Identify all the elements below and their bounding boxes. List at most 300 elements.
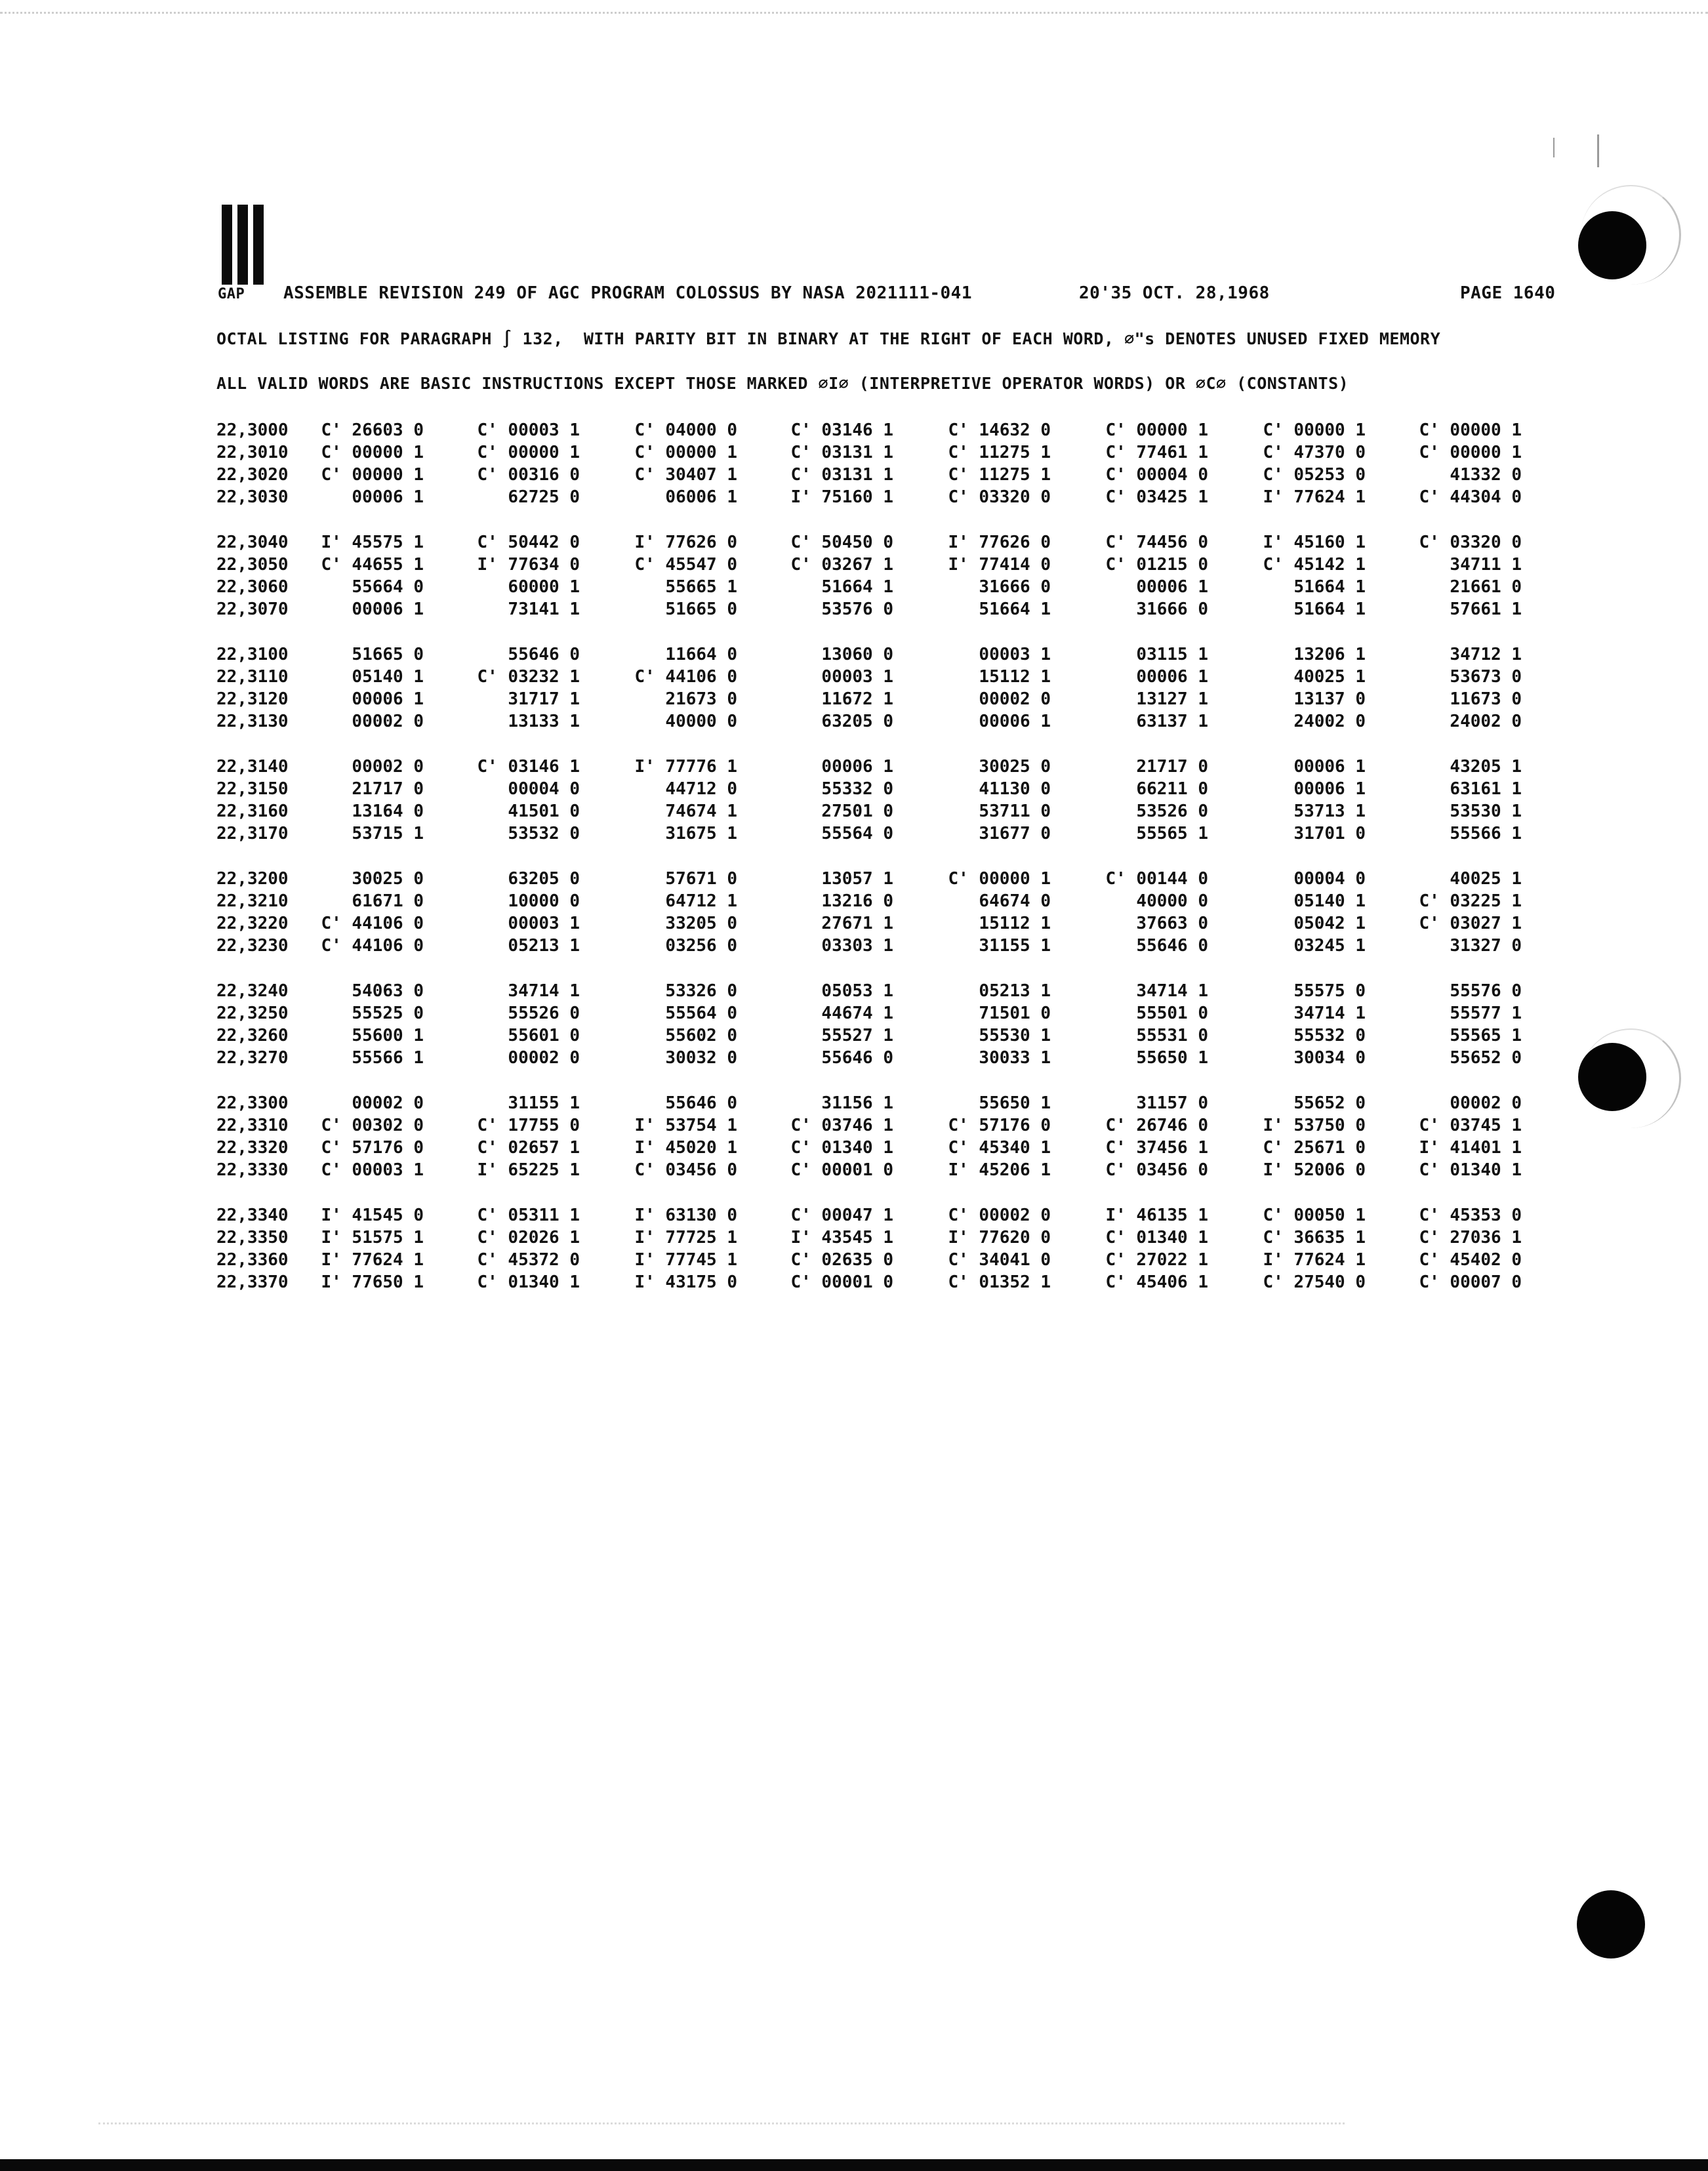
- octal-word: C' 00000 1: [1263, 420, 1366, 440]
- octal-word: 55531 0: [1136, 1026, 1208, 1045]
- octal-word: 53526 0: [1136, 801, 1208, 821]
- octal-word: 00006 1: [1136, 577, 1208, 597]
- octal-word: C' 26603 0: [321, 420, 424, 440]
- octal-word: C' 74456 0: [1105, 533, 1208, 552]
- memory-address: 22,3120: [216, 689, 289, 709]
- octal-word: 40025 1: [1450, 869, 1522, 889]
- octal-word: C' 44106 0: [321, 936, 424, 956]
- octal-word: 31666 0: [1136, 599, 1208, 619]
- octal-word: 05213 1: [508, 936, 580, 956]
- octal-word: I' 77414 0: [948, 555, 1051, 575]
- octal-word: 10000 0: [508, 891, 580, 911]
- octal-word: C' 02026 1: [477, 1228, 580, 1248]
- octal-word: 53711 0: [979, 801, 1051, 821]
- octal-word: I' 77650 1: [321, 1272, 424, 1292]
- octal-word: C' 03146 1: [477, 757, 580, 777]
- octal-word: 03303 1: [821, 936, 893, 956]
- octal-word: 41332 0: [1450, 465, 1522, 485]
- octal-word: 34714 1: [508, 981, 580, 1001]
- listing-row: [216, 487, 1568, 510]
- octal-word: 00006 1: [352, 599, 424, 619]
- octal-word: 05053 1: [821, 981, 893, 1001]
- octal-word: 51665 0: [665, 599, 737, 619]
- octal-word: I' 77620 0: [948, 1228, 1051, 1248]
- octal-word: 05042 1: [1293, 914, 1366, 933]
- octal-word: C' 37456 1: [1105, 1138, 1208, 1158]
- octal-word: 51664 1: [1293, 599, 1366, 619]
- octal-word: 21661 0: [1450, 577, 1522, 597]
- memory-address: 22,3210: [216, 891, 289, 911]
- octal-word: 55332 0: [821, 779, 893, 799]
- octal-word: 53713 1: [1293, 801, 1366, 821]
- octal-word: C' 00050 1: [1263, 1206, 1366, 1225]
- octal-word: C' 00000 1: [477, 443, 580, 462]
- octal-word: 55575 0: [1293, 981, 1366, 1001]
- octal-word: I' 45206 1: [948, 1160, 1051, 1180]
- listing-row: [216, 533, 1568, 555]
- octal-word: 30025 0: [979, 757, 1051, 777]
- octal-word: 53532 0: [508, 824, 580, 843]
- octal-word: 30034 0: [1293, 1048, 1366, 1068]
- octal-word: C' 47370 0: [1263, 443, 1366, 462]
- octal-word: C' 03225 1: [1419, 891, 1522, 911]
- memory-address: 22,3050: [216, 555, 289, 575]
- octal-word: C' 03320 0: [1419, 533, 1522, 552]
- punch-hole: [1578, 211, 1646, 279]
- octal-word: C' 00003 1: [477, 420, 580, 440]
- octal-word: C' 30407 1: [634, 465, 737, 485]
- octal-word: 55650 1: [979, 1093, 1051, 1113]
- memory-address: 22,3270: [216, 1048, 289, 1068]
- registration-bar: [237, 205, 248, 285]
- octal-word: 55646 0: [821, 1048, 893, 1068]
- octal-word: I' 77626 0: [948, 533, 1051, 552]
- octal-word: C' 36635 1: [1263, 1228, 1366, 1248]
- octal-word: 53715 1: [352, 824, 424, 843]
- listing-row: [216, 891, 1568, 914]
- octal-word: C' 00002 0: [948, 1206, 1051, 1225]
- listing-row: [216, 555, 1568, 577]
- listing-row: [216, 801, 1568, 824]
- octal-word: C' 25671 0: [1263, 1138, 1366, 1158]
- octal-word: 05140 1: [1293, 891, 1366, 911]
- header-page-label: PAGE 1640: [1460, 283, 1556, 303]
- octal-word: 31157 0: [1136, 1093, 1208, 1113]
- memory-address: 22,3220: [216, 914, 289, 933]
- octal-word: 55602 0: [665, 1026, 737, 1045]
- octal-word: 74674 1: [665, 801, 737, 821]
- listing-row: [216, 577, 1568, 599]
- octal-word: 03245 1: [1293, 936, 1366, 956]
- octal-word: 51664 1: [1293, 577, 1366, 597]
- listing-block: [216, 757, 1568, 846]
- memory-address: 22,3330: [216, 1160, 289, 1180]
- octal-word: I' 77745 1: [634, 1250, 737, 1270]
- octal-word: C' 00000 1: [634, 443, 737, 462]
- octal-word: 71501 0: [979, 1004, 1051, 1023]
- octal-word: I' 77634 0: [477, 555, 580, 575]
- octal-word: C' 05253 0: [1263, 465, 1366, 485]
- octal-word: 34711 1: [1450, 555, 1522, 575]
- octal-word: C' 44106 0: [321, 914, 424, 933]
- octal-word: 00006 1: [979, 712, 1051, 731]
- octal-word: C' 57176 0: [321, 1138, 424, 1158]
- memory-address: 22,3370: [216, 1272, 289, 1292]
- octal-word: 31155 1: [979, 936, 1051, 956]
- octal-word: 41501 0: [508, 801, 580, 821]
- memory-address: 22,3230: [216, 936, 289, 956]
- octal-word: 55565 1: [1136, 824, 1208, 843]
- header-marker: GAP: [218, 286, 245, 302]
- octal-word: 00002 0: [1450, 1093, 1522, 1113]
- octal-word: 55566 1: [1450, 824, 1522, 843]
- memory-address: 22,3130: [216, 712, 289, 731]
- listing-row: [216, 1160, 1568, 1183]
- octal-word: 13133 1: [508, 712, 580, 731]
- octal-word: C' 01340 1: [790, 1138, 893, 1158]
- octal-word: 62725 0: [508, 487, 580, 507]
- listing-block: [216, 869, 1568, 958]
- octal-word: C' 50442 0: [477, 533, 580, 552]
- punch-hole: [1578, 1043, 1646, 1111]
- octal-word: 31156 1: [821, 1093, 893, 1113]
- octal-word: 53576 0: [821, 599, 893, 619]
- registration-bar: [253, 205, 264, 285]
- octal-word: 55650 1: [1136, 1048, 1208, 1068]
- octal-word: C' 34041 0: [948, 1250, 1051, 1270]
- memory-address: 22,3060: [216, 577, 289, 597]
- octal-word: 00006 1: [1136, 667, 1208, 687]
- octal-word: C' 45353 0: [1419, 1206, 1522, 1225]
- listing-row: [216, 1272, 1568, 1295]
- octal-word: 53530 1: [1450, 801, 1522, 821]
- listing-row: [216, 689, 1568, 712]
- listing-row: [216, 981, 1568, 1004]
- memory-address: 22,3040: [216, 533, 289, 552]
- octal-word: C' 04000 0: [634, 420, 737, 440]
- listing-row: [216, 1138, 1568, 1160]
- octal-word: C' 77461 1: [1105, 443, 1208, 462]
- octal-word: 15112 1: [979, 667, 1051, 687]
- listing-block: [216, 1206, 1568, 1295]
- octal-word: C' 26746 0: [1105, 1116, 1208, 1135]
- octal-word: 55576 0: [1450, 981, 1522, 1001]
- registration-bar: [222, 205, 232, 285]
- octal-word: 00003 1: [979, 645, 1051, 664]
- octal-word: C' 03745 1: [1419, 1116, 1522, 1135]
- octal-word: I' 51575 1: [321, 1228, 424, 1248]
- octal-word: C' 00316 0: [477, 465, 580, 485]
- octal-word: 55646 0: [665, 1093, 737, 1113]
- octal-word: C' 00001 0: [790, 1272, 893, 1292]
- octal-word: 13127 1: [1136, 689, 1208, 709]
- octal-word: 61671 0: [352, 891, 424, 911]
- octal-word: 00006 1: [821, 757, 893, 777]
- octal-word: 73141 1: [508, 599, 580, 619]
- memory-address: 22,3200: [216, 869, 289, 889]
- listing-row: [216, 712, 1568, 734]
- octal-word: I' 53754 1: [634, 1116, 737, 1135]
- octal-word: C' 03131 1: [790, 465, 893, 485]
- octal-word: 00002 0: [352, 757, 424, 777]
- memory-address: 22,3260: [216, 1026, 289, 1045]
- octal-word: C' 11275 1: [948, 465, 1051, 485]
- header-timestamp: 20'35 OCT. 28,1968: [1079, 283, 1270, 303]
- memory-address: 22,3300: [216, 1093, 289, 1113]
- memory-address: 22,3020: [216, 465, 289, 485]
- octal-word: C' 01340 1: [1419, 1160, 1522, 1180]
- listing-row: [216, 914, 1568, 936]
- octal-word: C' 44304 0: [1419, 487, 1522, 507]
- octal-word: 60000 1: [508, 577, 580, 597]
- listing-row: [216, 757, 1568, 779]
- memory-address: 22,3350: [216, 1228, 289, 1248]
- octal-word: C' 57176 0: [948, 1116, 1051, 1135]
- listing-row: [216, 667, 1568, 689]
- top-edge-artifact: [0, 0, 1708, 14]
- memory-address: 22,3320: [216, 1138, 289, 1158]
- octal-word: 00002 0: [979, 689, 1051, 709]
- octal-word: 55646 0: [1136, 936, 1208, 956]
- octal-word: C' 03267 1: [790, 555, 893, 575]
- octal-word: I' 77624 1: [1263, 487, 1366, 507]
- octal-word: 34714 1: [1293, 1004, 1366, 1023]
- octal-listing: [216, 420, 1568, 1318]
- octal-word: 31717 1: [508, 689, 580, 709]
- octal-word: C' 00144 0: [1105, 869, 1208, 889]
- octal-word: C' 05311 1: [477, 1206, 580, 1225]
- octal-word: C' 00001 0: [790, 1160, 893, 1180]
- octal-word: C' 03456 0: [1105, 1160, 1208, 1180]
- octal-word: 31155 1: [508, 1093, 580, 1113]
- octal-word: C' 45402 0: [1419, 1250, 1522, 1270]
- octal-word: I' 46135 1: [1105, 1206, 1208, 1225]
- memory-address: 22,3160: [216, 801, 289, 821]
- octal-word: 31701 0: [1293, 824, 1366, 843]
- octal-word: 55564 0: [821, 824, 893, 843]
- octal-word: 31327 0: [1450, 936, 1522, 956]
- memory-address: 22,3250: [216, 1004, 289, 1023]
- octal-word: C' 01340 1: [477, 1272, 580, 1292]
- octal-word: 63137 1: [1136, 712, 1208, 731]
- octal-word: I' 77776 1: [634, 757, 737, 777]
- octal-word: 55646 0: [508, 645, 580, 664]
- octal-word: I' 45160 1: [1263, 533, 1366, 552]
- octal-word: 55664 0: [352, 577, 424, 597]
- octal-word: 63161 1: [1450, 779, 1522, 799]
- octal-word: 53326 0: [665, 981, 737, 1001]
- octal-word: 00003 1: [508, 914, 580, 933]
- octal-word: 63205 0: [821, 712, 893, 731]
- listing-row: [216, 420, 1568, 443]
- octal-word: 64712 1: [665, 891, 737, 911]
- octal-word: I' 77624 1: [321, 1250, 424, 1270]
- octal-word: 55530 1: [979, 1026, 1051, 1045]
- memory-address: 22,3010: [216, 443, 289, 462]
- scan-artifact: [1553, 138, 1555, 157]
- octal-word: 51664 1: [821, 577, 893, 597]
- octal-word: 40000 0: [665, 712, 737, 731]
- octal-word: 41130 0: [979, 779, 1051, 799]
- listing-row: [216, 465, 1568, 487]
- octal-word: C' 03425 1: [1105, 487, 1208, 507]
- octal-word: C' 03320 0: [948, 487, 1051, 507]
- octal-word: 55532 0: [1293, 1026, 1366, 1045]
- octal-word: C' 03027 1: [1419, 914, 1522, 933]
- listing-row: [216, 443, 1568, 465]
- octal-word: 51664 1: [979, 599, 1051, 619]
- octal-word: C' 14632 0: [948, 420, 1051, 440]
- listing-block: [216, 533, 1568, 622]
- listing-row: [216, 1048, 1568, 1070]
- octal-word: 55600 1: [352, 1026, 424, 1045]
- listing-row: [216, 1228, 1568, 1250]
- octal-word: I' 77624 1: [1263, 1250, 1366, 1270]
- punch-hole: [1577, 1890, 1645, 1958]
- octal-word: 11672 1: [821, 689, 893, 709]
- memory-address: 22,3030: [216, 487, 289, 507]
- bottom-edge-artifact: [98, 2119, 1345, 2124]
- octal-word: 05213 1: [979, 981, 1051, 1001]
- octal-word: 06006 1: [665, 487, 737, 507]
- memory-address: 22,3360: [216, 1250, 289, 1270]
- octal-word: I' 43175 0: [634, 1272, 737, 1292]
- octal-word: 00006 1: [352, 689, 424, 709]
- octal-word: C' 03746 1: [790, 1116, 893, 1135]
- octal-word: C' 03232 1: [477, 667, 580, 687]
- listing-block: [216, 645, 1568, 734]
- subheader-line-1: OCTAL LISTING FOR PARAGRAPH ∫ 132, WITH PARITY BIT IN BINARY AT THE RIGHT OF EACH WORD, ∅"s DENOTES UNUSED FIXED MEMORY: [216, 329, 1441, 348]
- octal-word: 11673 0: [1450, 689, 1522, 709]
- octal-word: C' 00000 1: [321, 465, 424, 485]
- octal-word: 66211 0: [1136, 779, 1208, 799]
- octal-word: 03115 1: [1136, 645, 1208, 664]
- octal-word: I' 43545 1: [790, 1228, 893, 1248]
- octal-word: 15112 1: [979, 914, 1051, 933]
- octal-word: 55564 0: [665, 1004, 737, 1023]
- octal-word: 55601 0: [508, 1026, 580, 1045]
- octal-word: C' 45372 0: [477, 1250, 580, 1270]
- octal-word: C' 01340 1: [1105, 1228, 1208, 1248]
- octal-word: 54063 0: [352, 981, 424, 1001]
- octal-word: C' 45547 0: [634, 555, 737, 575]
- scan-border: [0, 2159, 1708, 2171]
- octal-word: 55566 1: [352, 1048, 424, 1068]
- octal-word: 55565 1: [1450, 1026, 1522, 1045]
- octal-word: 13137 0: [1293, 689, 1366, 709]
- octal-word: C' 01352 1: [948, 1272, 1051, 1292]
- octal-word: 31677 0: [979, 824, 1051, 843]
- octal-word: C' 44106 0: [634, 667, 737, 687]
- octal-word: I' 63130 0: [634, 1206, 737, 1225]
- octal-word: 40025 1: [1293, 667, 1366, 687]
- octal-word: 55665 1: [665, 577, 737, 597]
- octal-word: 21717 0: [352, 779, 424, 799]
- octal-word: 00002 0: [352, 712, 424, 731]
- octal-word: 55501 0: [1136, 1004, 1208, 1023]
- listing-row: [216, 1093, 1568, 1116]
- memory-address: 22,3140: [216, 757, 289, 777]
- octal-word: 13164 0: [352, 801, 424, 821]
- octal-word: 34714 1: [1136, 981, 1208, 1001]
- octal-word: C' 00000 1: [321, 443, 424, 462]
- listing-block: [216, 420, 1568, 510]
- listing-row: [216, 1250, 1568, 1272]
- memory-address: 22,3170: [216, 824, 289, 843]
- octal-word: 37663 0: [1136, 914, 1208, 933]
- octal-word: 11664 0: [665, 645, 737, 664]
- octal-word: 53673 0: [1450, 667, 1522, 687]
- octal-word: 00004 0: [508, 779, 580, 799]
- octal-word: 00002 0: [352, 1093, 424, 1113]
- octal-word: C' 17755 0: [477, 1116, 580, 1135]
- listing-block: [216, 1093, 1568, 1183]
- octal-word: 30033 1: [979, 1048, 1051, 1068]
- listing-row: [216, 869, 1568, 891]
- octal-word: C' 00000 1: [1419, 420, 1522, 440]
- listing-row: [216, 1116, 1568, 1138]
- octal-word: 43205 1: [1450, 757, 1522, 777]
- listing-block: [216, 981, 1568, 1070]
- listing-row: [216, 1206, 1568, 1228]
- octal-word: C' 03456 0: [634, 1160, 737, 1180]
- listing-row: [216, 779, 1568, 801]
- scan-artifact: [1597, 134, 1599, 167]
- octal-word: 55526 0: [508, 1004, 580, 1023]
- octal-word: 13206 1: [1293, 645, 1366, 664]
- octal-word: C' 50450 0: [790, 533, 893, 552]
- octal-word: C' 03146 1: [790, 420, 893, 440]
- octal-word: C' 45340 1: [948, 1138, 1051, 1158]
- octal-word: 44674 1: [821, 1004, 893, 1023]
- octal-word: 55577 1: [1450, 1004, 1522, 1023]
- octal-word: 55652 0: [1450, 1048, 1522, 1068]
- octal-word: C' 44655 1: [321, 555, 424, 575]
- listing-row: [216, 599, 1568, 622]
- octal-word: 63205 0: [508, 869, 580, 889]
- octal-word: 55527 1: [821, 1026, 893, 1045]
- octal-word: C' 45142 1: [1263, 555, 1366, 575]
- octal-word: 27501 0: [821, 801, 893, 821]
- octal-word: 00006 1: [1293, 779, 1366, 799]
- octal-word: 21673 0: [665, 689, 737, 709]
- octal-word: C' 45406 1: [1105, 1272, 1208, 1292]
- subheader-line-2: ALL VALID WORDS ARE BASIC INSTRUCTIONS EXCEPT THOSE MARKED ∅I∅ (INTERPRETIVE OPERATOR WORDS) OR ∅C∅ (CONSTANTS): [216, 374, 1349, 393]
- octal-word: C' 00302 0: [321, 1116, 424, 1135]
- octal-word: 30025 0: [352, 869, 424, 889]
- octal-word: I' 52006 0: [1263, 1160, 1366, 1180]
- octal-word: I' 45575 1: [321, 533, 424, 552]
- octal-word: 34712 1: [1450, 645, 1522, 664]
- octal-word: 31666 0: [979, 577, 1051, 597]
- memory-address: 22,3000: [216, 420, 289, 440]
- octal-word: I' 75160 1: [790, 487, 893, 507]
- octal-word: 13057 1: [821, 869, 893, 889]
- octal-word: 24002 0: [1450, 712, 1522, 731]
- octal-word: 03256 0: [665, 936, 737, 956]
- octal-word: C' 02657 1: [477, 1138, 580, 1158]
- octal-word: 40000 0: [1136, 891, 1208, 911]
- octal-word: I' 41401 1: [1419, 1138, 1522, 1158]
- listing-row: [216, 936, 1568, 958]
- octal-word: I' 77626 0: [634, 533, 737, 552]
- octal-word: I' 41545 0: [321, 1206, 424, 1225]
- octal-word: 13060 0: [821, 645, 893, 664]
- octal-word: 00006 1: [352, 487, 424, 507]
- octal-word: 33205 0: [665, 914, 737, 933]
- octal-word: 30032 0: [665, 1048, 737, 1068]
- octal-word: I' 53750 0: [1263, 1116, 1366, 1135]
